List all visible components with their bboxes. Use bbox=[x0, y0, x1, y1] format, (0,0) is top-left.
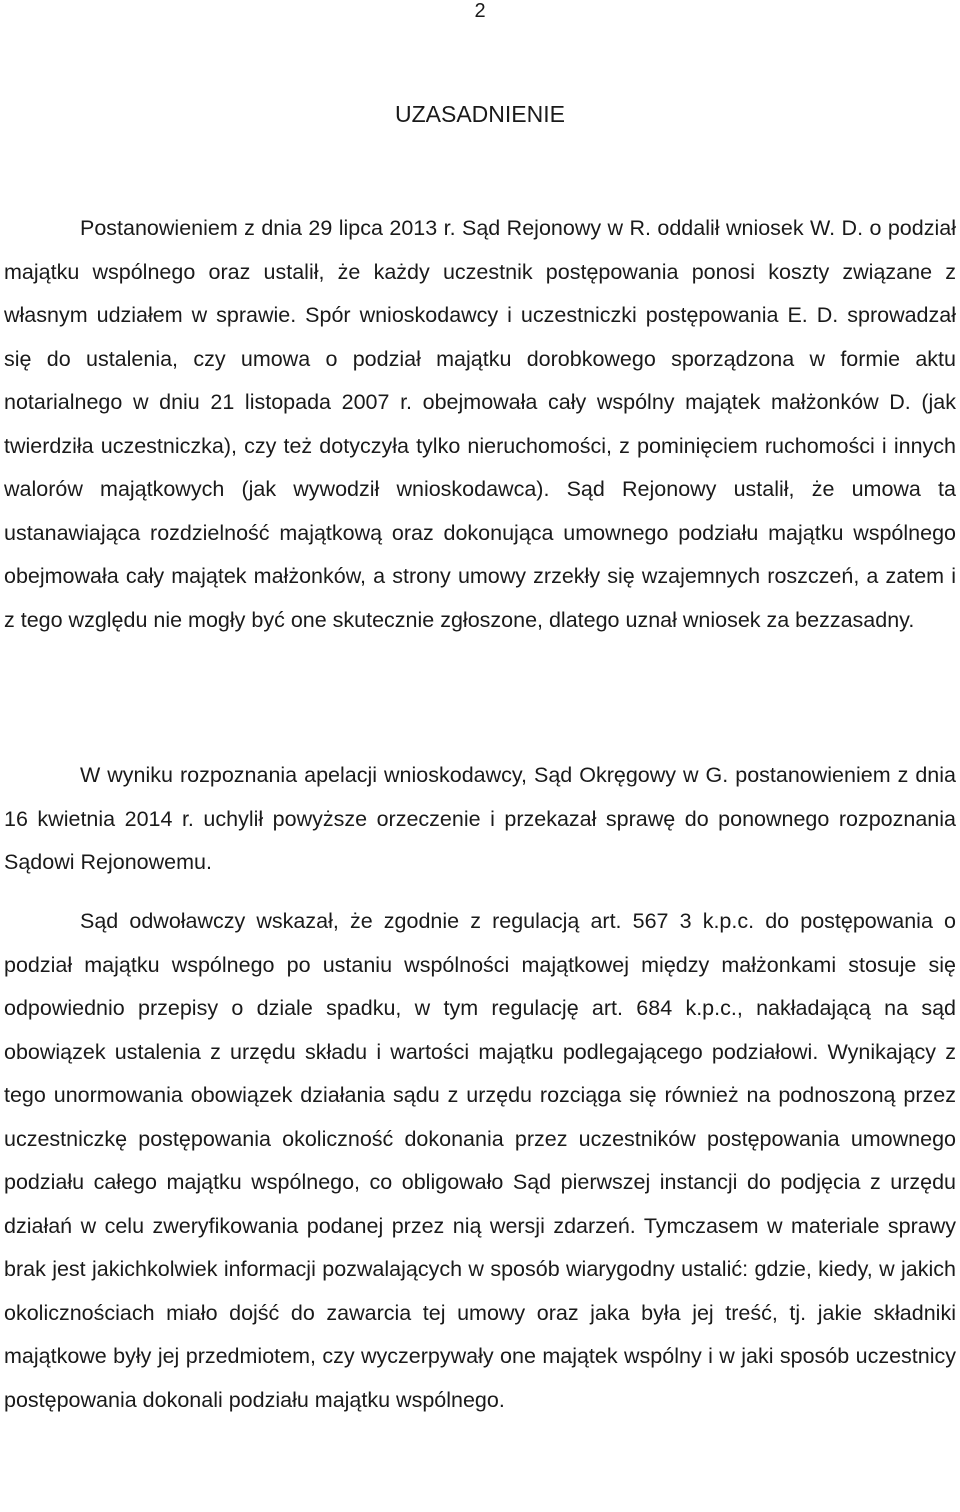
paragraph-appeal-outcome: W wyniku rozpoznania apelacji wnioskodawcy, Sąd Okręgowy w G. postanowieniem z dnia 16 kwietnia 2014 r. uchylił powyższe orzeczenie i przekazał sprawę do ponownego rozpoznania Sądowi Rejonowemu. bbox=[4, 763, 956, 874]
paragraph-first-instance-ruling: Postanowieniem z dnia 29 lipca 2013 r. Sąd Rejonowy w R. oddalił wniosek W. D. o podział majątku wspólnego oraz ustalił, że każdy uczestnik postępowania ponosi koszty związane z własnym udziałem w sprawie. Spór wnioskodawcy i uczestniczki postępowania E. D. sprowadzał się do ustalenia, czy umowa o podział majątku dorobkowego sporządzona w formie aktu notarialnego w dniu 21 listopada 2007 r. obejmowała cały wspólny majątek małżonków D. (jak twierdziła uczestniczka), czy też dotyczyła tylko nieruchomości, z pominięciem ruchomości i innych walorów majątkowych (jak wywodził wnioskodawca). Sąd Rejonowy ustalił, że umowa ta ustanawiająca rozdzielność majątkową oraz dokonująca umownego podziału majątku wspólnego obejmowała cały majątek małżonków, a strony umowy zrzekły się wzajemnych roszczeń, a zatem i z tego względu nie mogły być one skutecznie zgłoszone, dlatego uznał wniosek za bezzasadny. bbox=[4, 216, 956, 632]
paragraph-appellate-reasoning: Sąd odwoławczy wskazał, że zgodnie z regulacją art. 567 3 k.p.c. do postępowania o podział majątku wspólnego po ustaniu wspólności majątkowej między małżonkami stosuje się odpowiednio przepisy o dziale spadku, w tym regulację art. 684 k.p.c., nakładającą na sąd obowiązek ustalenia z urzędu składu i wartości majątku podlegającego podziałowi. Wynikający z tego unormowania obowiązek działania sądu z urzędu rozciąga się również na podnoszoną przez uczestniczkę postępowania okoliczność dokonania przez uczestników postępowania umownego podziału całego majątku wspólnego, co obligowało Sąd pierwszej instancji do podjęcia z urzędu działań w celu zweryfikowania podanej przez nią wersji zdarzeń. Tymczasem w materiale sprawy brak jest jakichkolwiek informacji pozwalających w sposób wiarygodny ustalić: gdzie, kiedy, w jakich okolicznościach miało dojść do zawarcia tej umowy oraz jaka była jej treść, tj. jakie składniki majątkowe były jej przedmiotem, czy wyczerpywały one majątek wspólny i w jaki sposób uczestnicy postępowania dokonali podziału majątku wspólnego. bbox=[4, 909, 956, 1412]
document-heading: UZASADNIENIE bbox=[395, 101, 565, 127]
page-number: 2 bbox=[474, 0, 486, 22]
